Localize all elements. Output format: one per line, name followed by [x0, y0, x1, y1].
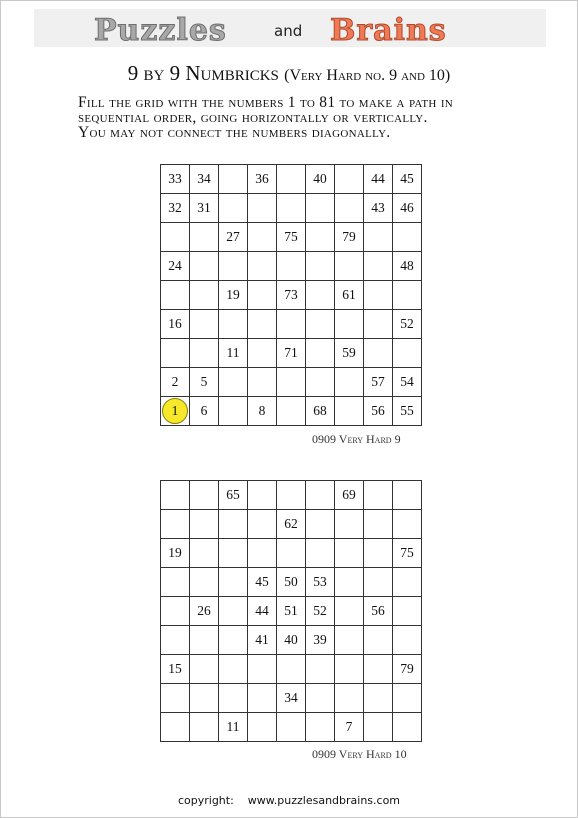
- given-number: 39: [313, 632, 327, 647]
- grid-cell[interactable]: [161, 597, 190, 626]
- grid-cell[interactable]: [248, 223, 277, 252]
- grid-cell[interactable]: [306, 223, 335, 252]
- grid-cell[interactable]: [335, 539, 364, 568]
- grid-cell[interactable]: [306, 368, 335, 397]
- grid-cell[interactable]: [190, 626, 219, 655]
- given-number: 56: [371, 603, 385, 618]
- grid-cell[interactable]: [306, 713, 335, 742]
- grid-cell[interactable]: [248, 510, 277, 539]
- given-number: 8: [258, 403, 266, 418]
- grid-cell[interactable]: [364, 281, 393, 310]
- grid-row: [161, 539, 422, 568]
- grid-cell[interactable]: [219, 310, 248, 339]
- grid-cell[interactable]: [364, 510, 393, 539]
- given-number: 50: [284, 574, 298, 589]
- grid-cell[interactable]: [219, 684, 248, 713]
- given-number: 52: [313, 603, 327, 618]
- grid-cell[interactable]: [248, 713, 277, 742]
- grid-cell[interactable]: [306, 655, 335, 684]
- given-number: 65: [226, 487, 240, 502]
- grid-cell[interactable]: [393, 539, 422, 568]
- given-number: 51: [284, 603, 298, 618]
- grid-cell[interactable]: [248, 397, 277, 426]
- grid-row: [161, 339, 422, 368]
- grid-row: [161, 481, 422, 510]
- grid-cell[interactable]: [306, 684, 335, 713]
- grid-cell[interactable]: [306, 339, 335, 368]
- grid-cell[interactable]: [393, 713, 422, 742]
- grid-row: [161, 165, 422, 194]
- grid-cell[interactable]: [161, 568, 190, 597]
- grid-row: [161, 626, 422, 655]
- given-number: 34: [197, 171, 211, 186]
- given-number: 15: [168, 661, 182, 676]
- grid-cell[interactable]: [306, 510, 335, 539]
- given-number: 62: [284, 516, 298, 531]
- given-number: 6: [200, 403, 208, 418]
- grid-cell[interactable]: [161, 684, 190, 713]
- given-number: 40: [284, 632, 298, 647]
- given-number: 31: [197, 200, 211, 215]
- grid-cell[interactable]: [190, 655, 219, 684]
- grid-cell[interactable]: [306, 568, 335, 597]
- grid-row: [161, 281, 422, 310]
- grid-cell[interactable]: [161, 626, 190, 655]
- grid-row: [161, 684, 422, 713]
- given-number: 73: [284, 287, 298, 302]
- grid-cell[interactable]: [190, 223, 219, 252]
- grid-cell[interactable]: [161, 310, 190, 339]
- grid-cell[interactable]: [219, 223, 248, 252]
- grid-cell[interactable]: [248, 481, 277, 510]
- page-title-sub: (Very Hard no. 9 and 10): [284, 67, 451, 84]
- grid-row: [161, 310, 422, 339]
- grid-cell[interactable]: [248, 568, 277, 597]
- grid-cell[interactable]: [161, 281, 190, 310]
- grid-cell[interactable]: [335, 252, 364, 281]
- logo-and-text: and: [274, 22, 303, 40]
- given-number: 16: [168, 316, 182, 331]
- grid-cell[interactable]: [277, 626, 306, 655]
- grid-cell[interactable]: [364, 597, 393, 626]
- grid-cell[interactable]: [335, 684, 364, 713]
- grid-cell[interactable]: [219, 597, 248, 626]
- grid-row: [161, 597, 422, 626]
- grid-cell[interactable]: [364, 368, 393, 397]
- grid-cell[interactable]: [219, 713, 248, 742]
- grid-cell[interactable]: [335, 223, 364, 252]
- grid-cell[interactable]: [364, 539, 393, 568]
- grid-cell[interactable]: [219, 539, 248, 568]
- grid-cell[interactable]: [219, 481, 248, 510]
- grid-cell[interactable]: [393, 568, 422, 597]
- grid-cell[interactable]: [219, 194, 248, 223]
- grid-cell[interactable]: [219, 510, 248, 539]
- grid-cell[interactable]: [190, 194, 219, 223]
- given-number: 44: [371, 171, 385, 186]
- grid-cell[interactable]: [277, 655, 306, 684]
- grid-cell[interactable]: [335, 568, 364, 597]
- grid-cell[interactable]: [364, 626, 393, 655]
- grid-cell[interactable]: [393, 626, 422, 655]
- puzzle-caption-2: 0909 Very Hard 10: [312, 747, 407, 761]
- grid-cell[interactable]: [277, 281, 306, 310]
- grid-row: [161, 223, 422, 252]
- given-number: 11: [226, 345, 240, 360]
- grid-cell[interactable]: [161, 339, 190, 368]
- given-number: 71: [284, 345, 298, 360]
- grid-cell[interactable]: [277, 310, 306, 339]
- grid-cell[interactable]: [219, 397, 248, 426]
- grid-row: [161, 655, 422, 684]
- grid-cell[interactable]: [190, 597, 219, 626]
- given-number: 27: [226, 229, 240, 244]
- grid-cell[interactable]: [364, 194, 393, 223]
- grid-row: [161, 368, 422, 397]
- given-number: 43: [371, 200, 385, 215]
- grid-cell[interactable]: [364, 252, 393, 281]
- grid-cell[interactable]: [335, 165, 364, 194]
- grid-cell[interactable]: [306, 539, 335, 568]
- given-number: 53: [313, 574, 327, 589]
- puzzle-grid-2: [160, 480, 422, 742]
- grid-cell[interactable]: [161, 165, 190, 194]
- grid-cell[interactable]: [335, 397, 364, 426]
- grid-cell[interactable]: [219, 281, 248, 310]
- footer: [0, 794, 578, 807]
- grid-cell[interactable]: [190, 165, 219, 194]
- grid-cell[interactable]: [161, 655, 190, 684]
- grid-cell[interactable]: [306, 252, 335, 281]
- grid-cell[interactable]: [190, 310, 219, 339]
- grid-cell[interactable]: [335, 339, 364, 368]
- grid-cell[interactable]: [248, 281, 277, 310]
- grid-cell[interactable]: [277, 713, 306, 742]
- grid-cell[interactable]: [277, 568, 306, 597]
- given-number: 32: [168, 200, 182, 215]
- grid-cell[interactable]: [248, 165, 277, 194]
- given-number: 75: [400, 545, 414, 560]
- grid-cell[interactable]: [393, 165, 422, 194]
- given-number: 26: [197, 603, 211, 618]
- grid-cell[interactable]: [393, 655, 422, 684]
- grid-cell[interactable]: [190, 713, 219, 742]
- grid-cell[interactable]: [364, 397, 393, 426]
- instructions: [78, 95, 538, 140]
- given-number: 69: [342, 487, 356, 502]
- grid-cell[interactable]: [364, 481, 393, 510]
- grid-cell[interactable]: [190, 281, 219, 310]
- grid-cell[interactable]: [190, 481, 219, 510]
- grid-cell[interactable]: [306, 597, 335, 626]
- grid-cell[interactable]: [219, 252, 248, 281]
- given-number: 41: [255, 632, 269, 647]
- given-number: 57: [371, 374, 385, 389]
- given-number: 45: [255, 574, 269, 589]
- logo-puzzles-text: Puzzles: [94, 13, 227, 48]
- grid-cell[interactable]: [364, 223, 393, 252]
- grid-cell[interactable]: [393, 481, 422, 510]
- given-number: 11: [226, 719, 240, 734]
- grid-cell[interactable]: [277, 223, 306, 252]
- grid-cell[interactable]: [335, 194, 364, 223]
- grid-cell[interactable]: [335, 481, 364, 510]
- given-number: 40: [313, 171, 327, 186]
- grid-row: [161, 510, 422, 539]
- grid-cell[interactable]: [248, 194, 277, 223]
- puzzle-caption-1: 0909 Very Hard 9: [312, 432, 401, 446]
- grid-cell[interactable]: [161, 713, 190, 742]
- grid-cell[interactable]: [364, 684, 393, 713]
- grid-cell[interactable]: [161, 539, 190, 568]
- grid-cell[interactable]: [306, 310, 335, 339]
- grid-cell[interactable]: [219, 626, 248, 655]
- given-number: 36: [255, 171, 269, 186]
- grid-cell[interactable]: [190, 339, 219, 368]
- grid-cell[interactable]: [190, 684, 219, 713]
- grid-row: [161, 397, 422, 426]
- grid-cell[interactable]: [219, 568, 248, 597]
- grid-cell[interactable]: [219, 165, 248, 194]
- grid-cell[interactable]: [277, 165, 306, 194]
- grid-cell[interactable]: [161, 510, 190, 539]
- given-number: 19: [168, 545, 182, 560]
- grid-cell[interactable]: [393, 368, 422, 397]
- given-number: 44: [255, 603, 269, 618]
- grid-cell[interactable]: [364, 655, 393, 684]
- given-number: 54: [400, 374, 414, 389]
- grid-cell[interactable]: [161, 194, 190, 223]
- instruction-line: sequential order, going horizontally or vertically.: [78, 109, 428, 126]
- given-number: 61: [342, 287, 356, 302]
- given-number: 5: [200, 374, 208, 389]
- grid-cell[interactable]: [306, 194, 335, 223]
- instruction-line: Fill the grid with the numbers 1 to 81 to make a path in: [78, 94, 454, 111]
- grid-cell[interactable]: [161, 252, 190, 281]
- grid-cell[interactable]: [161, 223, 190, 252]
- grid-cell[interactable]: [335, 626, 364, 655]
- grid-cell[interactable]: [277, 684, 306, 713]
- grid-cell[interactable]: [248, 368, 277, 397]
- given-number: 48: [400, 258, 414, 273]
- grid-cell[interactable]: [393, 223, 422, 252]
- given-number: 7: [345, 719, 353, 734]
- grid-cell[interactable]: [277, 252, 306, 281]
- grid-cell[interactable]: [277, 597, 306, 626]
- start-number-circle: 1: [162, 398, 188, 424]
- grid-cell[interactable]: [277, 481, 306, 510]
- grid-cell[interactable]: [219, 339, 248, 368]
- grid-cell[interactable]: [277, 339, 306, 368]
- given-number: 24: [168, 258, 182, 273]
- grid-cell[interactable]: [393, 510, 422, 539]
- grid-cell[interactable]: [306, 281, 335, 310]
- given-number: 79: [342, 229, 356, 244]
- website-link[interactable]: www.puzzlesandbrains.com: [247, 794, 401, 807]
- grid-cell[interactable]: [190, 252, 219, 281]
- grid-cell[interactable]: [364, 339, 393, 368]
- grid-cell[interactable]: [335, 713, 364, 742]
- site-logo: [34, 9, 546, 47]
- grid-cell[interactable]: [393, 281, 422, 310]
- grid-cell[interactable]: [364, 568, 393, 597]
- grid-cell[interactable]: [335, 281, 364, 310]
- grid-cell[interactable]: [393, 194, 422, 223]
- given-number: 33: [168, 171, 182, 186]
- given-number: 75: [284, 229, 298, 244]
- instruction-line: You may not connect the numbers diagonally.: [78, 124, 391, 141]
- grid-cell[interactable]: [277, 397, 306, 426]
- grid-cell[interactable]: [248, 252, 277, 281]
- grid-cell[interactable]: [335, 368, 364, 397]
- grid-cell[interactable]: [277, 510, 306, 539]
- grid-cell[interactable]: [277, 539, 306, 568]
- grid-cell[interactable]: [161, 368, 190, 397]
- given-number: 45: [400, 171, 414, 186]
- grid-row: [161, 568, 422, 597]
- given-number: 79: [400, 661, 414, 676]
- given-number: 52: [400, 316, 414, 331]
- given-number: 55: [400, 403, 414, 418]
- grid-cell[interactable]: [190, 539, 219, 568]
- grid-cell[interactable]: [364, 310, 393, 339]
- grid-cell[interactable]: [248, 597, 277, 626]
- given-number: 2: [171, 374, 179, 389]
- grid-cell[interactable]: [393, 310, 422, 339]
- grid-cell[interactable]: [219, 655, 248, 684]
- given-number: 56: [371, 403, 385, 418]
- grid-cell[interactable]: [219, 368, 248, 397]
- grid-cell[interactable]: [335, 510, 364, 539]
- given-number: 34: [284, 690, 298, 705]
- logo-brains-text: Brains: [330, 13, 447, 48]
- grid-row: [161, 252, 422, 281]
- grid-cell[interactable]: [335, 597, 364, 626]
- grid-cell[interactable]: [393, 252, 422, 281]
- grid-cell[interactable]: [161, 397, 190, 426]
- grid-cell[interactable]: [277, 194, 306, 223]
- grid-cell[interactable]: [393, 684, 422, 713]
- grid-cell[interactable]: [161, 481, 190, 510]
- grid-cell[interactable]: [248, 626, 277, 655]
- grid-cell[interactable]: [335, 310, 364, 339]
- grid-cell[interactable]: [190, 568, 219, 597]
- grid-cell[interactable]: [190, 510, 219, 539]
- grid-cell[interactable]: [248, 655, 277, 684]
- given-number: 19: [226, 287, 240, 302]
- grid-cell[interactable]: [306, 165, 335, 194]
- copyright-label: copyright:: [177, 794, 234, 807]
- grid-cell[interactable]: [306, 626, 335, 655]
- puzzle-grid-1: [160, 164, 422, 426]
- grid-cell[interactable]: [364, 713, 393, 742]
- grid-cell[interactable]: [190, 368, 219, 397]
- given-number: 59: [342, 345, 356, 360]
- grid-cell[interactable]: [393, 597, 422, 626]
- grid-cell[interactable]: [248, 684, 277, 713]
- grid-cell[interactable]: [393, 397, 422, 426]
- given-number: 68: [313, 403, 327, 418]
- grid-cell[interactable]: [364, 165, 393, 194]
- grid-cell[interactable]: [248, 539, 277, 568]
- grid-cell[interactable]: [335, 655, 364, 684]
- page-title-main: 9 by 9 Numbricks: [127, 61, 279, 85]
- given-number: 46: [400, 200, 414, 215]
- grid-cell[interactable]: [393, 339, 422, 368]
- grid-cell[interactable]: [190, 397, 219, 426]
- grid-cell[interactable]: [248, 339, 277, 368]
- grid-cell[interactable]: [277, 368, 306, 397]
- grid-cell[interactable]: [306, 397, 335, 426]
- grid-row: [161, 713, 422, 742]
- grid-cell[interactable]: [248, 310, 277, 339]
- page-title: [0, 61, 578, 86]
- grid-cell[interactable]: [306, 481, 335, 510]
- grid-row: [161, 194, 422, 223]
